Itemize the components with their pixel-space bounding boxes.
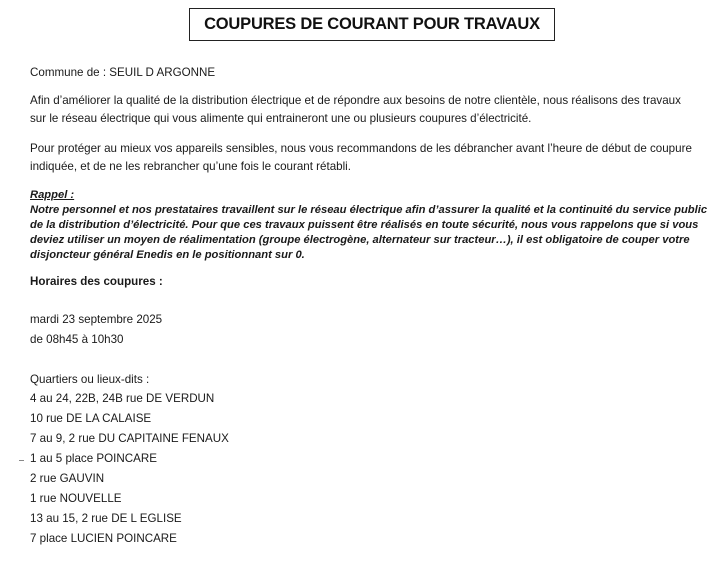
location-item: 7 place LUCIEN POINCARE bbox=[30, 532, 177, 545]
schedule-date: mardi 23 septembre 2025 bbox=[30, 313, 163, 326]
location-item: 1 rue NOUVELLE bbox=[30, 492, 122, 505]
stray-mark bbox=[19, 460, 24, 461]
advice-line-2: indiquée, et de ne les rebrancher qu’une fois le courant rétabli. bbox=[30, 160, 351, 173]
page-title: COUPURES DE COURANT POUR TRAVAUX bbox=[189, 8, 555, 41]
intro-line-2: sur le réseau électrique qui vous alimente qui entraineront une ou plusieurs coupures d’électricité. bbox=[30, 112, 532, 125]
rappel-label: Rappel : bbox=[30, 189, 75, 201]
rappel-line-1: Notre personnel et nos prestataires travaillent sur le réseau électrique afin d’assurer la qualité et la continuité du service public bbox=[30, 204, 708, 216]
location-item: 1 au 5 place POINCARE bbox=[30, 452, 157, 465]
location-item: 13 au 15, 2 rue DE L EGLISE bbox=[30, 512, 182, 525]
intro-line-1: Afin d’améliorer la qualité de la distribution électrique et de répondre aux besoins de notre clientèle, nous réalisons des travaux bbox=[30, 94, 681, 107]
advice-line-1: Pour protéger au mieux vos appareils sensibles, nous vous recommandons de les débrancher avant l’heure de début de coupure bbox=[30, 142, 692, 155]
location-item: 10 rue DE LA CALAISE bbox=[30, 412, 152, 425]
location-item: 4 au 24, 22B, 24B rue DE VERDUN bbox=[30, 392, 215, 405]
rappel-line-3: deviez utiliser un moyen de réalimentation (groupe électrogène, alternateur sur tracteur…), il est obligatoire de couper votre bbox=[30, 234, 690, 246]
commune-line: Commune de : SEUIL D ARGONNE bbox=[30, 66, 216, 79]
rappel-line-2: de la distribution d’électricité. Pour que ces travaux puissent être réalisés en toute sécurité, nous vous rappelons que si vous bbox=[30, 219, 699, 231]
schedule-time: de 08h45 à 10h30 bbox=[30, 333, 124, 346]
rappel-line-4: disjoncteur général Enedis en le positionnant sur 0. bbox=[30, 249, 305, 261]
schedule-heading: Horaires des coupures : bbox=[30, 275, 163, 288]
location-item: 2 rue GAUVIN bbox=[30, 472, 105, 485]
location-item: 7 au 9, 2 rue DU CAPITAINE FENAUX bbox=[30, 432, 229, 445]
locations-heading: Quartiers ou lieux-dits : bbox=[30, 373, 150, 386]
